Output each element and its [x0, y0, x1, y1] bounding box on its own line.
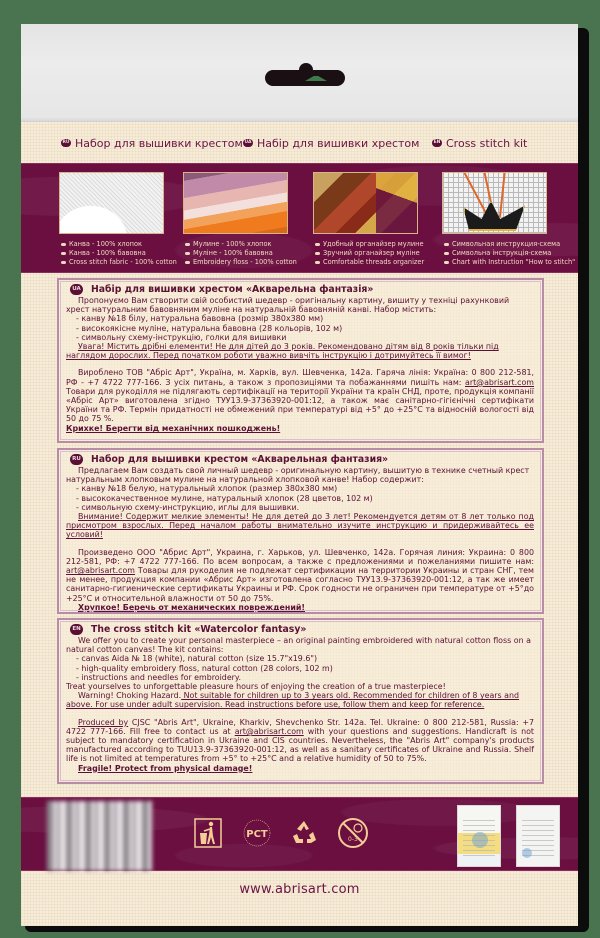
- section-en-intro: We offer you to create your personal masterpiece – an original painting embroidered with natural cotton floss on a natural cotton canvas! The kit contains:: [66, 636, 531, 655]
- lang-badge-ru-icon: RU: [61, 139, 71, 147]
- svg-text:РСТ: РСТ: [246, 829, 268, 840]
- canvas-photo: [59, 172, 164, 234]
- section-en-fragile: Fragile! Protect from physical damage!: [78, 763, 253, 773]
- section-ua-fragile: Крихке! Берегти від механічних пошкоджень!: [66, 423, 281, 433]
- features-band: [21, 163, 578, 273]
- rst-certification-icon: [240, 818, 274, 848]
- chart-photo: [442, 172, 547, 234]
- website-url[interactable]: www.abrisart.com: [239, 882, 360, 897]
- caption-line: Муліне - 100% бавовна: [185, 249, 310, 258]
- title-ru-label: Набор для вышивки крестом: [75, 136, 243, 150]
- kit-item: - символьную схему-инструкцию, иглы для вышивки.: [76, 502, 300, 512]
- title-ua: [243, 137, 419, 150]
- section-ua-header: [70, 284, 534, 295]
- producer-text: Товары для рукоделия не подлежат сертификации на территории Украины и стран СНГ, тем не менее, продукция компании «Абрис Арт» изготовлена согласно ТУУ13.9-37363920-001:12, а так же имеет санитарно-гигиенические сертификаты Украины и РФ. Срок годности не ограничен при температуре от +5°до +25°С и относительной влажности от 50 до 75%.: [66, 566, 534, 603]
- not-for-children-0-3-icon: [337, 817, 369, 849]
- section-ua-intro: Пропонуємо Вам створити свій особистий шедевр - оригінальну картину, вишиту у техніці рахунковий хрест натуральним бавовняним муліне на натуральній бавовняній канві. Набор містить:: [66, 296, 510, 315]
- recycle-icon: [289, 818, 319, 848]
- certificate-russia: [516, 805, 560, 867]
- feature-caption-canvas: [61, 240, 186, 268]
- section-ru-warning: Внимание! Содержит мелкие элементы! Не для детей до 3 лет! Рекомендуется детям от 8 лет только под присмотром взрослых. Перед началом работы внимательно изучите инструкцию и придерживайтесь ее условий!: [66, 512, 534, 540]
- lang-badge-ua-icon: UA: [70, 284, 83, 295]
- caption-line: Удобный органайзер мулине: [315, 240, 440, 249]
- section-ru-title: Набор для вышивки крестом «Акварельная фантазия»: [91, 453, 389, 465]
- kit-item: - instructions and needles for embroidery.: [76, 672, 241, 682]
- lang-badge-ru-icon: RU: [70, 454, 83, 465]
- email-link[interactable]: art@abrisart.com: [465, 377, 534, 387]
- kit-item: - canvas Aida № 18 (white), natural cotton (size 15.7"x19.6"): [76, 654, 318, 664]
- title-ua-label: Набір для вишивки хрестом: [257, 136, 420, 150]
- kit-item: - високоякісне муліне, натуральна бавовна (28 кольорів, 102 м): [76, 323, 343, 333]
- kit-item: - high-quality embroidery floss, natural cotton (28 colors, 102 m): [76, 663, 333, 673]
- certificate-seal: [472, 832, 488, 848]
- kit-item: - канву №18 білу, натуральна бавовна (розмір 380х380 мм): [76, 314, 324, 324]
- section-ua-producer: [66, 368, 534, 423]
- caption-line: Мулине - 100% хлопок: [185, 240, 310, 249]
- caption-line: Comfortable threads organizer: [315, 258, 440, 267]
- header-titles: [21, 132, 578, 154]
- caption-line: Embroidery floss - 100% cotton: [185, 258, 310, 267]
- section-ru-producer: [66, 548, 534, 603]
- section-en-title: The cross stitch kit «Watercolor fantasy»: [91, 623, 307, 635]
- warning-text: Not suitable for children up to 3 years old. Recommended for children of 8 years and above. For use under adult supervision. Read instructions before use, follow them and keep for reference.: [66, 691, 520, 710]
- certificate-ukraine: [457, 805, 501, 867]
- section-ru: [57, 448, 544, 614]
- svg-text:0-3: 0-3: [348, 836, 358, 843]
- producer-text: with your questions and suggestions. Handicraft is not subject to mandatory certification in Ukraine and CIS countries. Nevertheless, the "Abris Art" company's products manufactured according to TUU13.9-37363920-001:12, as well as a sanitary certificates of Ukraine and Russia. Shelf life is not limited at temperatures from +5° to +25°C and a relative humidity of 50 to 75%.: [66, 726, 534, 764]
- hanger-hole: [265, 70, 345, 86]
- caption-line: Chart with Instruction "How to stitch": [444, 258, 569, 267]
- footer-band: [21, 797, 578, 871]
- email-link[interactable]: art@abrisart.com: [66, 566, 135, 576]
- email-link[interactable]: art@abrisart.com: [234, 726, 304, 736]
- section-en-treat: Treat yourselves to unforgettable pleasure hours of enjoying the creation of a true masterpiece!: [66, 682, 446, 692]
- caption-line: Канва - 100% бавовна: [61, 249, 186, 258]
- title-en-label: Cross stitch kit: [446, 136, 528, 150]
- section-ua-warning: Увага! Містить дрібні елементи! Не для дітей до 3 років. Рекомендовано дітям від 8 років тільки під наглядом дорослих. Перед початком роботи уважно вивчіть інструкцію і дотримуйтесь її вимог!: [66, 342, 499, 361]
- barcode-blurred: [47, 801, 152, 871]
- section-ua-title: Набір для вишивки хрестом «Акварельна фантазія»: [91, 283, 374, 295]
- section-en: [57, 618, 544, 784]
- kit-item: - канву №18 белую, натуральный хлопок (размер 380х380 мм): [76, 484, 338, 494]
- lang-badge-en-icon: EN: [432, 139, 442, 147]
- chart-star-motif: [463, 201, 525, 231]
- warning-lead: Warning! Choking Hazard.: [78, 691, 182, 701]
- section-ru-fragile: Хрупкое! Беречь от механических повреждений!: [78, 602, 305, 612]
- producer-text: Вироблено ТОВ "Абріс Арт", Україна, м. Харків, вул. Шевченка, 142а. Гаряча лінія: Україна: 0 800 212-581, РФ - +7 4722 777-166. З усіх питань, а також з пропозиціями та побажаннями пишіть нам:: [66, 368, 534, 387]
- section-ua: [57, 278, 544, 443]
- lang-badge-en-icon: EN: [70, 624, 83, 635]
- section-en-header: [70, 624, 534, 635]
- producer-text: CJSC "Abris Art", Ukraine, Kharkiv, Shevchenko Str. 142a. Tel. Ukraine: 0 800 212-581, Russia: +7 4722 777-166. Fill free to contact us at: [66, 717, 534, 736]
- lang-badge-ua-icon: UA: [243, 139, 253, 147]
- section-ru-intro: Предлагаем Вам создать свой личный шедевр - оригинальную картину, вышитую в технике счетный крест натуральным хлопковым мулине на натуральной хлопковой канве! Набор содержит:: [66, 466, 530, 485]
- trash-bin-icon: [193, 818, 223, 848]
- caption-line: Cross stitch fabric - 100% cotton: [61, 258, 186, 267]
- caption-line: Символьна інструкція-схема: [444, 249, 569, 258]
- caption-line: Канва - 100% хлопок: [61, 240, 186, 249]
- organizer-photo: [313, 172, 418, 234]
- feature-caption-chart: [444, 240, 576, 268]
- feature-caption-organizer: [315, 240, 440, 268]
- section-en-warning: [66, 691, 534, 709]
- caption-line: Зручний органайзер муліне: [315, 249, 440, 258]
- section-en-producer: [66, 718, 534, 764]
- product-package-back: [21, 24, 578, 926]
- certificate-seal: [522, 848, 532, 858]
- kit-item: - высококачественное мулине, натуральный хлопок (28 цветов, 102 м): [76, 493, 373, 503]
- producer-lead: Produced by: [78, 717, 129, 727]
- section-ru-header: [70, 454, 534, 465]
- caption-line: Символьная инструкция-схема: [444, 240, 569, 249]
- floss-photo: [183, 172, 288, 234]
- plastic-hang-tab: [21, 24, 578, 122]
- title-en: [432, 137, 527, 150]
- producer-text: Произведено ООО "Абрис Арт", Украина, г. Харьков, ул. Шевченко, 142а. Горячая линия: Украина: 0 800 212-581, РФ: +7 4722 777-166. По всем вопросам, а также с предложениями и пожеланиями пишите нам:: [66, 547, 534, 566]
- kit-item: - символьну схему-інструкцію, голки для вишивки: [76, 332, 287, 342]
- title-ru: [61, 137, 243, 150]
- producer-text: Товари для рукоділля не підлягають сертифікації на території України та країн СНД, проте, продукція компанії «Абріс Арт» виготовлена згідно ТУУ13.9-37363920-001:12, а також має санітарно-гігієнічні сертифікати України та РФ. Термін придатності не обмежений при температурі від +5° до +25°С та відносній вологості від 50 до 75 %.: [66, 386, 534, 424]
- chart-stitch-line: [499, 172, 506, 217]
- feature-caption-floss: [185, 240, 310, 268]
